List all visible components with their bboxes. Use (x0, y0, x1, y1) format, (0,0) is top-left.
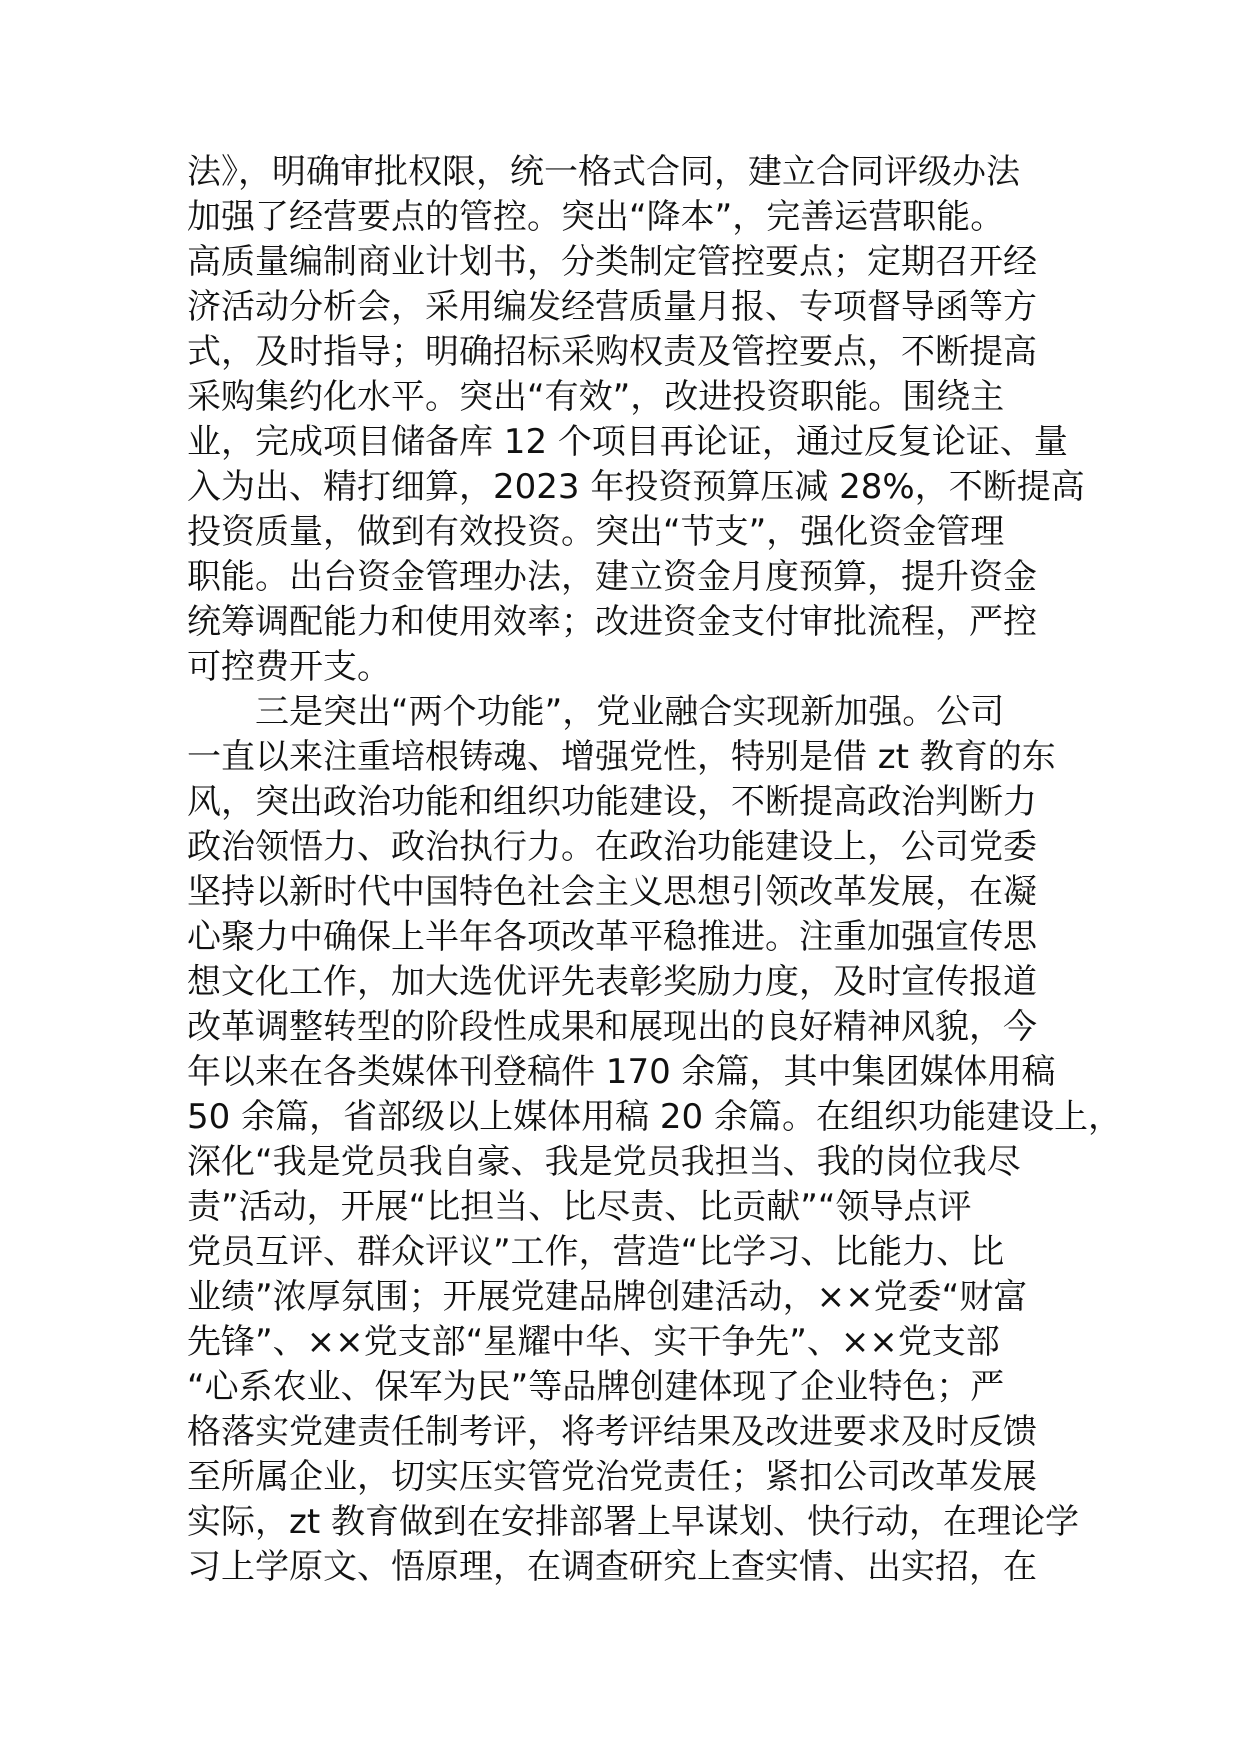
text-line: 党员互评、群众评议”工作，营造“比学习、比能力、比 (187, 1232, 1005, 1272)
paragraph-start-line: 三是突出“两个功能”，党业融合实现新加强。公司 (255, 692, 1005, 732)
text-line: 投资质量，做到有效投资。突出“节支”，强化资金管理 (187, 512, 1005, 552)
text-line: 可控费开支。 (187, 647, 391, 687)
text-line: 职能。出台资金管理办法，建立资金月度预算，提升资金 (187, 557, 1037, 597)
text-line: 采购集约化水平。突出“有效”，改进投资职能。围绕主 (187, 377, 1005, 417)
body-text (187, 150, 1122, 1590)
text-line: 先锋”、××党支部“星耀中华、实干争先”、××党支部 (187, 1322, 1000, 1362)
text-line: 责”活动，开展“比担当、比尽责、比贡献”“领导点评 (187, 1187, 972, 1227)
text-line: “心系农业、保军为民”等品牌创建体现了企业特色；严 (187, 1367, 1005, 1407)
text-line: 加强了经营要点的管控。突出“降本”，完善运营职能。 (187, 197, 1005, 237)
text-line: 想文化工作，加大选优评先表彰奖励力度，及时宣传报道 (187, 962, 1037, 1002)
text-line: 格落实党建责任制考评，将考评结果及改进要求及时反馈 (187, 1412, 1037, 1452)
text-line: 业绩”浓厚氛围；开展党建品牌创建活动，××党委“财富 (187, 1277, 1028, 1317)
text-line: 年以来在各类媒体刊登稿件 170 余篇，其中集团媒体用稿 (187, 1052, 1056, 1092)
text-line: 政治领悟力、政治执行力。在政治功能建设上，公司党委 (187, 827, 1037, 867)
text-line: 济活动分析会，采用编发经营质量月报、专项督导函等方 (187, 287, 1037, 327)
text-line: 50 余篇，省部级以上媒体用稿 20 余篇。在组织功能建设上， (187, 1097, 1122, 1137)
text-line: 统筹调配能力和使用效率；改进资金支付审批流程，严控 (187, 602, 1037, 642)
text-line: 业，完成项目储备库 12 个项目再论证，通过反复论证、量 (187, 422, 1068, 462)
text-line: 心聚力中确保上半年各项改革平稳推进。注重加强宣传思 (187, 917, 1037, 957)
text-line: 实际，zt 教育做到在安排部署上早谋划、快行动，在理论学 (187, 1502, 1079, 1542)
text-line: 习上学原文、悟原理，在调查研究上查实情、出实招，在 (187, 1547, 1037, 1587)
text-line: 至所属企业，切实压实管党治党责任；紧扣公司改革发展 (187, 1457, 1037, 1497)
text-line: 式，及时指导；明确招标采购权责及管控要点，不断提高 (187, 332, 1037, 372)
text-line: 法》，明确审批权限，统一格式合同，建立合同评级办法 (187, 152, 1020, 192)
text-line: 深化“我是党员我自豪、我是党员我担当、我的岗位我尽 (187, 1142, 1021, 1182)
text-line: 改革调整转型的阶段性成果和展现出的良好精神风貌，今 (187, 1007, 1037, 1047)
text-line: 风，突出政治功能和组织功能建设，不断提高政治判断力 (187, 782, 1037, 822)
text-line: 一直以来注重培根铸魂、增强党性，特别是借 zt 教育的东 (187, 737, 1056, 777)
text-line: 坚持以新时代中国特色社会主义思想引领改革发展，在凝 (187, 872, 1037, 912)
text-line: 高质量编制商业计划书，分类制定管控要点；定期召开经 (187, 242, 1037, 282)
text-line: 入为出、精打细算，2023 年投资预算压减 28%，不断提高 (187, 467, 1085, 507)
